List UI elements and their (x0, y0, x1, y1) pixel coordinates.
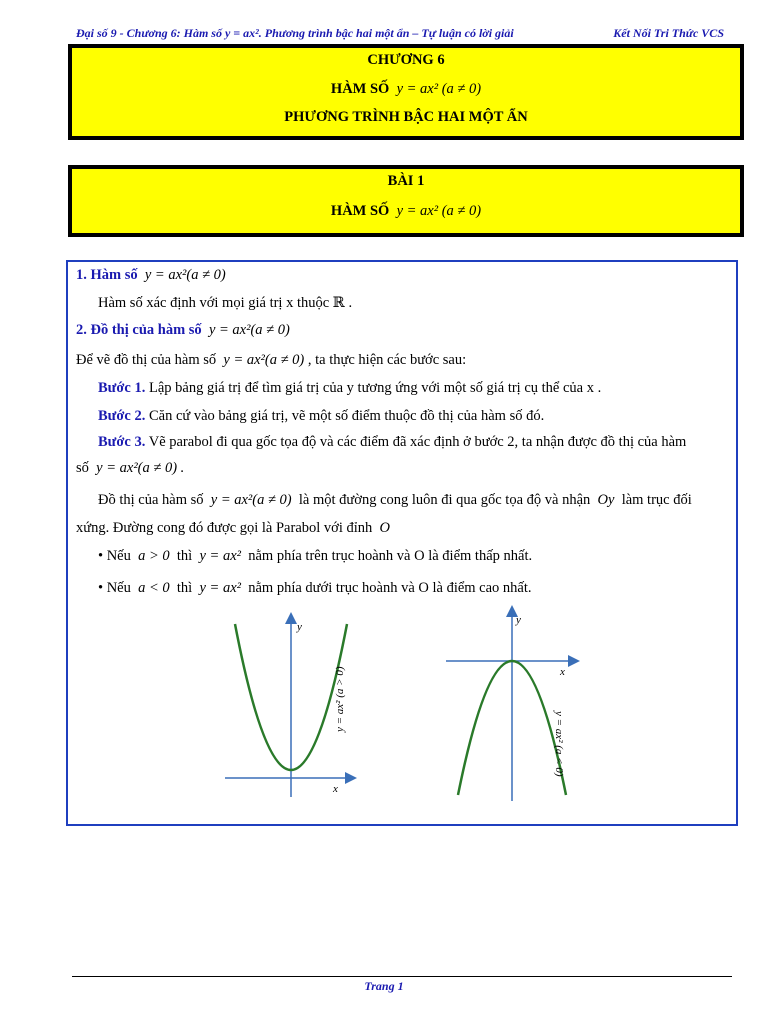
header-right: Kết Nối Tri Thức VCS (613, 26, 724, 40)
chapter-box (68, 44, 744, 140)
step-3-cont: số y = ax²(a ≠ 0) . (76, 460, 185, 476)
x-axis-label: x (333, 783, 338, 795)
section-1-body: Hàm số xác định với mọi giá trị x thuộc ℝ . (98, 295, 353, 311)
chapter-subtitle-2: PHƯƠNG TRÌNH BẬC HAI MỘT ẨN (284, 109, 528, 125)
lesson-title: BÀI 1 (387, 173, 425, 189)
paragraph-1: Đồ thị của hàm số y = ax²(a ≠ 0) là một đường cong luôn đi qua gốc tọa độ và nhận Oy làm trục đối (98, 492, 692, 508)
y-axis-label: y (297, 621, 302, 633)
bullet-2: • Nếu a < 0 thì y = ax² nằm phía dưới trục hoành và O là điểm cao nhất. (98, 580, 532, 596)
footer-divider (72, 976, 732, 977)
chapter-title: CHƯƠNG 6 (367, 52, 445, 68)
curve-label-left: y = ax² (a > 0) (334, 666, 346, 732)
graph-a-negative (440, 605, 590, 805)
section-2-heading: 2. Đồ thị của hàm số y = ax²(a ≠ 0) (76, 322, 290, 338)
paragraph-2: xứng. Đường cong đó được gọi là Parabol với đỉnh O (76, 520, 391, 536)
chapter-subtitle: HÀM SỐ y = ax² (a ≠ 0) (330, 81, 482, 97)
step-2: Bước 2. Căn cứ vào bảng giá trị, vẽ một số điểm thuộc đồ thị của hàm số đó. (98, 408, 545, 424)
page-number: Trang 1 (364, 979, 404, 993)
step-3: Bước 3. Vẽ parabol đi qua gốc tọa độ và các điểm đã xác định ở bước 2, ta nhận được đồ thị của hàm (98, 434, 687, 450)
content-box (66, 260, 738, 826)
graph-a-positive (215, 612, 365, 802)
y-axis-label: y (516, 614, 521, 626)
step-1: Bước 1. Lập bảng giá trị để tìm giá trị của y tương ứng với một số giá trị cụ thể của x . (98, 380, 602, 396)
bullet-1: • Nếu a > 0 thì y = ax² nằm phía trên trục hoành và O là điểm thấp nhất. (98, 548, 533, 564)
header-left: Đại số 9 - Chương 6: Hàm số y = ax². Phương trình bậc hai một ẩn – Tự luận có lời giải (76, 26, 514, 40)
curve-label-right: y = ax² (a < 0) (553, 711, 565, 777)
lesson-box (68, 165, 744, 237)
section-2-intro: Để vẽ đồ thị của hàm số y = ax²(a ≠ 0) , ta thực hiện các bước sau: (76, 352, 467, 368)
x-axis-label: x (560, 666, 565, 678)
lesson-subtitle: HÀM SỐ y = ax² (a ≠ 0) (330, 203, 482, 219)
section-1-heading: 1. Hàm số y = ax²(a ≠ 0) (76, 267, 226, 283)
page-header (72, 24, 724, 45)
